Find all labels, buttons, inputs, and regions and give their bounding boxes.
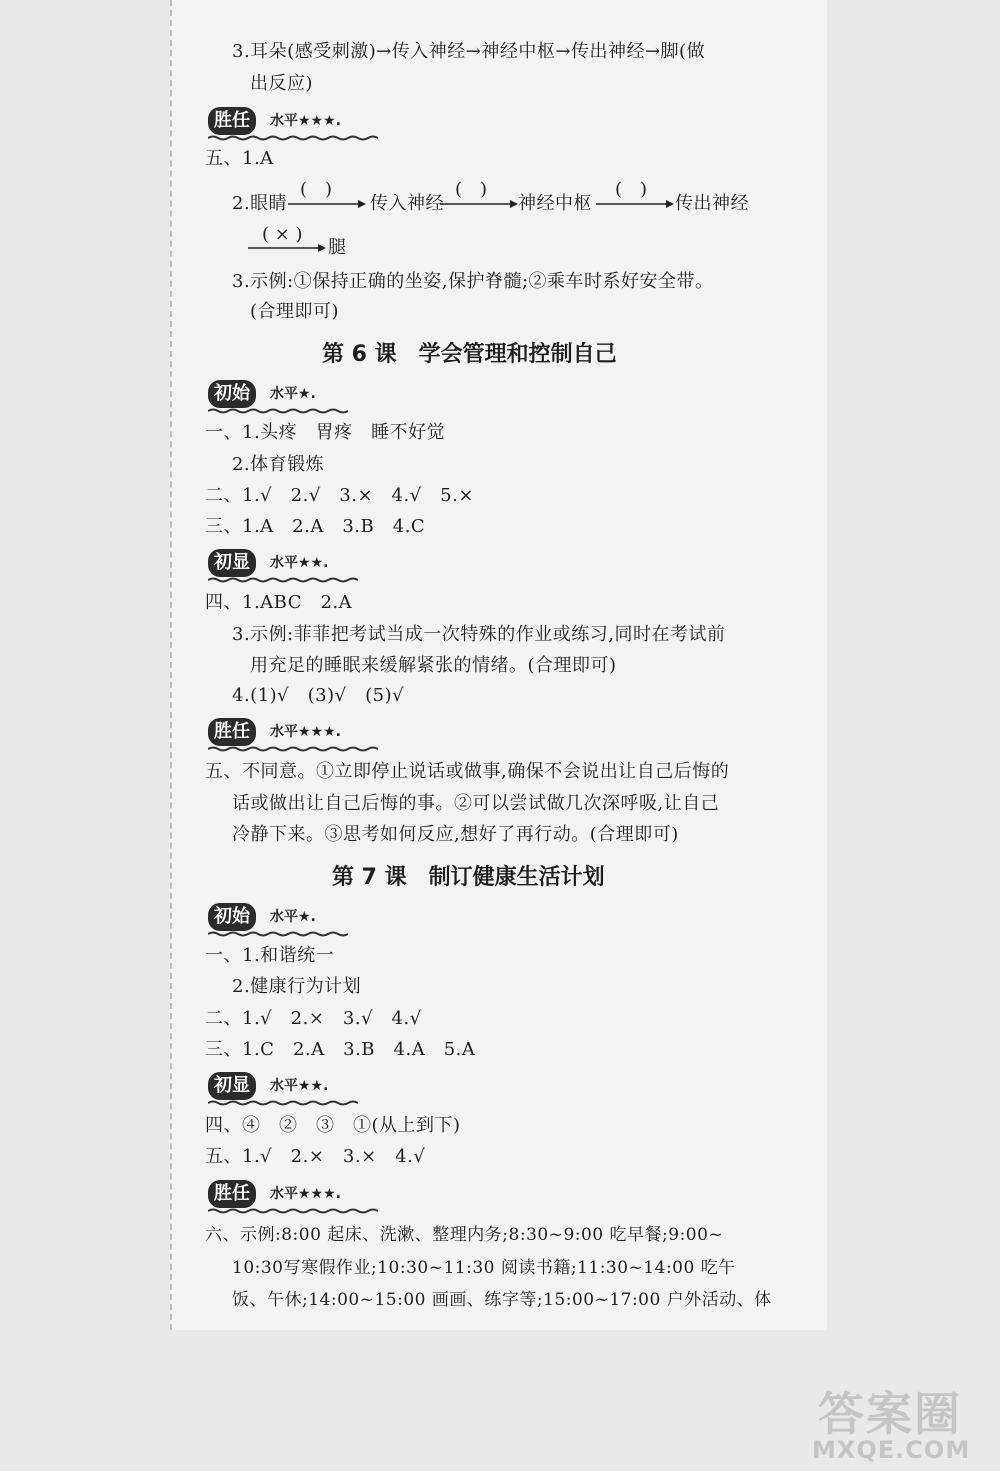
blank-parens: ( ) xyxy=(300,179,333,200)
level-badge-shengren xyxy=(208,107,378,137)
badge-wave-underline xyxy=(208,931,348,937)
lesson-heading xyxy=(332,864,605,892)
answer-line: 五、不同意。①立即停止说话或做事,确保不会说出让自己后悔的 xyxy=(205,761,730,782)
answer-line: 3.耳朵(感受刺激)→传入神经→神经中枢→传出神经→脚(做 xyxy=(232,41,706,62)
level-badge-chuxian xyxy=(208,1072,358,1102)
arrow-icon xyxy=(288,198,368,210)
blank-parens: ( ) xyxy=(455,179,488,200)
arrow-icon xyxy=(596,198,676,210)
level-badge-shengren xyxy=(208,718,378,748)
badge-level: 水平★★★. xyxy=(270,724,341,740)
answer-line: 冷静下来。③思考如何反应,想好了再行动。(合理即可) xyxy=(232,824,679,845)
watermark-logo: 答案圈 xyxy=(818,1387,962,1441)
answer-line: 10:30写寒假作业;10:30~11:30 阅读书籍;11:30~14:00 吃午 xyxy=(232,1258,736,1278)
level-badge-chushi xyxy=(208,903,348,933)
badge-wave-underline xyxy=(208,577,358,583)
answer-line: 一、1.和谐统一 xyxy=(205,945,335,966)
diagram-label: 2.眼睛 xyxy=(232,193,288,214)
arrow-icon xyxy=(248,242,328,254)
badge-level: 水平★★★. xyxy=(270,113,341,129)
diagram-label: 腿 xyxy=(328,237,347,258)
answer-line: 五、1.√ 2.× 3.× 4.√ xyxy=(205,1146,426,1167)
badge-label: 初显 xyxy=(208,1072,256,1100)
badge-level: 水平★★★. xyxy=(270,1186,341,1202)
answer-line: 四、④ ② ③ ①(从上到下) xyxy=(205,1115,461,1136)
diagram-label: 传入神经 xyxy=(370,193,444,214)
badge-label: 初始 xyxy=(208,380,256,408)
badge-level: 水平★. xyxy=(270,386,316,402)
answer-line: 2.体育锻炼 xyxy=(232,454,325,475)
answer-line: (合理即可) xyxy=(250,301,340,322)
badge-label: 胜任 xyxy=(208,718,256,746)
badge-wave-underline xyxy=(208,746,378,752)
badge-label: 初始 xyxy=(208,903,256,931)
answer-line: 五、1.A xyxy=(205,148,274,169)
watermark-url: MXQE.COM xyxy=(812,1436,971,1464)
diagram-label: 神经中枢 xyxy=(518,193,592,214)
level-badge-chuxian xyxy=(208,549,358,579)
blank-parens-answer: ( × ) xyxy=(262,224,303,245)
answer-line: 饭、午休;14:00~15:00 画画、练字等;15:00~17:00 户外活动、体 xyxy=(232,1290,772,1310)
answer-line: 3.示例:①保持正确的坐姿,保护脊髓;②乘车时系好安全带。 xyxy=(232,271,714,292)
badge-wave-underline xyxy=(208,408,348,414)
badge-label: 胜任 xyxy=(208,107,256,135)
badge-level: 水平★★. xyxy=(270,1078,329,1094)
badge-label: 初显 xyxy=(208,549,256,577)
answer-line: 4.(1)√ (3)√ (5)√ xyxy=(232,685,405,706)
lesson-number: 第 6 课 xyxy=(322,342,397,367)
lesson-title: 制订健康生活计划 xyxy=(428,865,605,890)
answer-line: 2.健康行为计划 xyxy=(232,976,362,997)
answer-line: 四、1.ABC 2.A xyxy=(205,592,353,613)
answer-line: 二、1.√ 2.× 3.√ 4.√ xyxy=(205,1008,422,1029)
level-badge-chushi xyxy=(208,380,348,410)
badge-wave-underline xyxy=(208,1208,378,1214)
badge-wave-underline xyxy=(208,1100,358,1106)
badge-level: 水平★★. xyxy=(270,555,329,571)
badge-wave-underline xyxy=(208,135,378,141)
badge-level: 水平★. xyxy=(270,909,316,925)
answer-line: 出反应) xyxy=(250,73,314,94)
answer-line: 用充足的睡眠来缓解紧张的情绪。(合理即可) xyxy=(250,655,617,676)
lesson-number: 第 7 课 xyxy=(332,865,407,890)
diagram-label: 传出神经 xyxy=(675,193,749,214)
level-badge-shengren xyxy=(208,1180,378,1210)
blank-parens: ( ) xyxy=(615,179,648,200)
lesson-heading xyxy=(322,341,617,369)
answer-line: 三、1.A 2.A 3.B 4.C xyxy=(205,516,426,537)
answer-line: 话或做出让自己后悔的事。②可以尝试做几次深呼吸,让自己 xyxy=(232,793,720,814)
answer-line: 3.示例:菲菲把考试当成一次特殊的作业或练习,同时在考试前 xyxy=(232,624,726,645)
answer-line: 六、示例:8:00 起床、洗漱、整理内务;8:30~9:00 吃早餐;9:00~ xyxy=(205,1225,724,1245)
answer-line: 一、1.头疼 胃疼 睡不好觉 xyxy=(205,422,446,443)
answer-line: 三、1.C 2.A 3.B 4.A 5.A xyxy=(205,1039,476,1060)
badge-label: 胜任 xyxy=(208,1180,256,1208)
arrow-icon xyxy=(440,198,520,210)
answer-line: 二、1.√ 2.√ 3.× 4.√ 5.× xyxy=(205,485,474,506)
lesson-title: 学会管理和控制自己 xyxy=(418,342,617,367)
